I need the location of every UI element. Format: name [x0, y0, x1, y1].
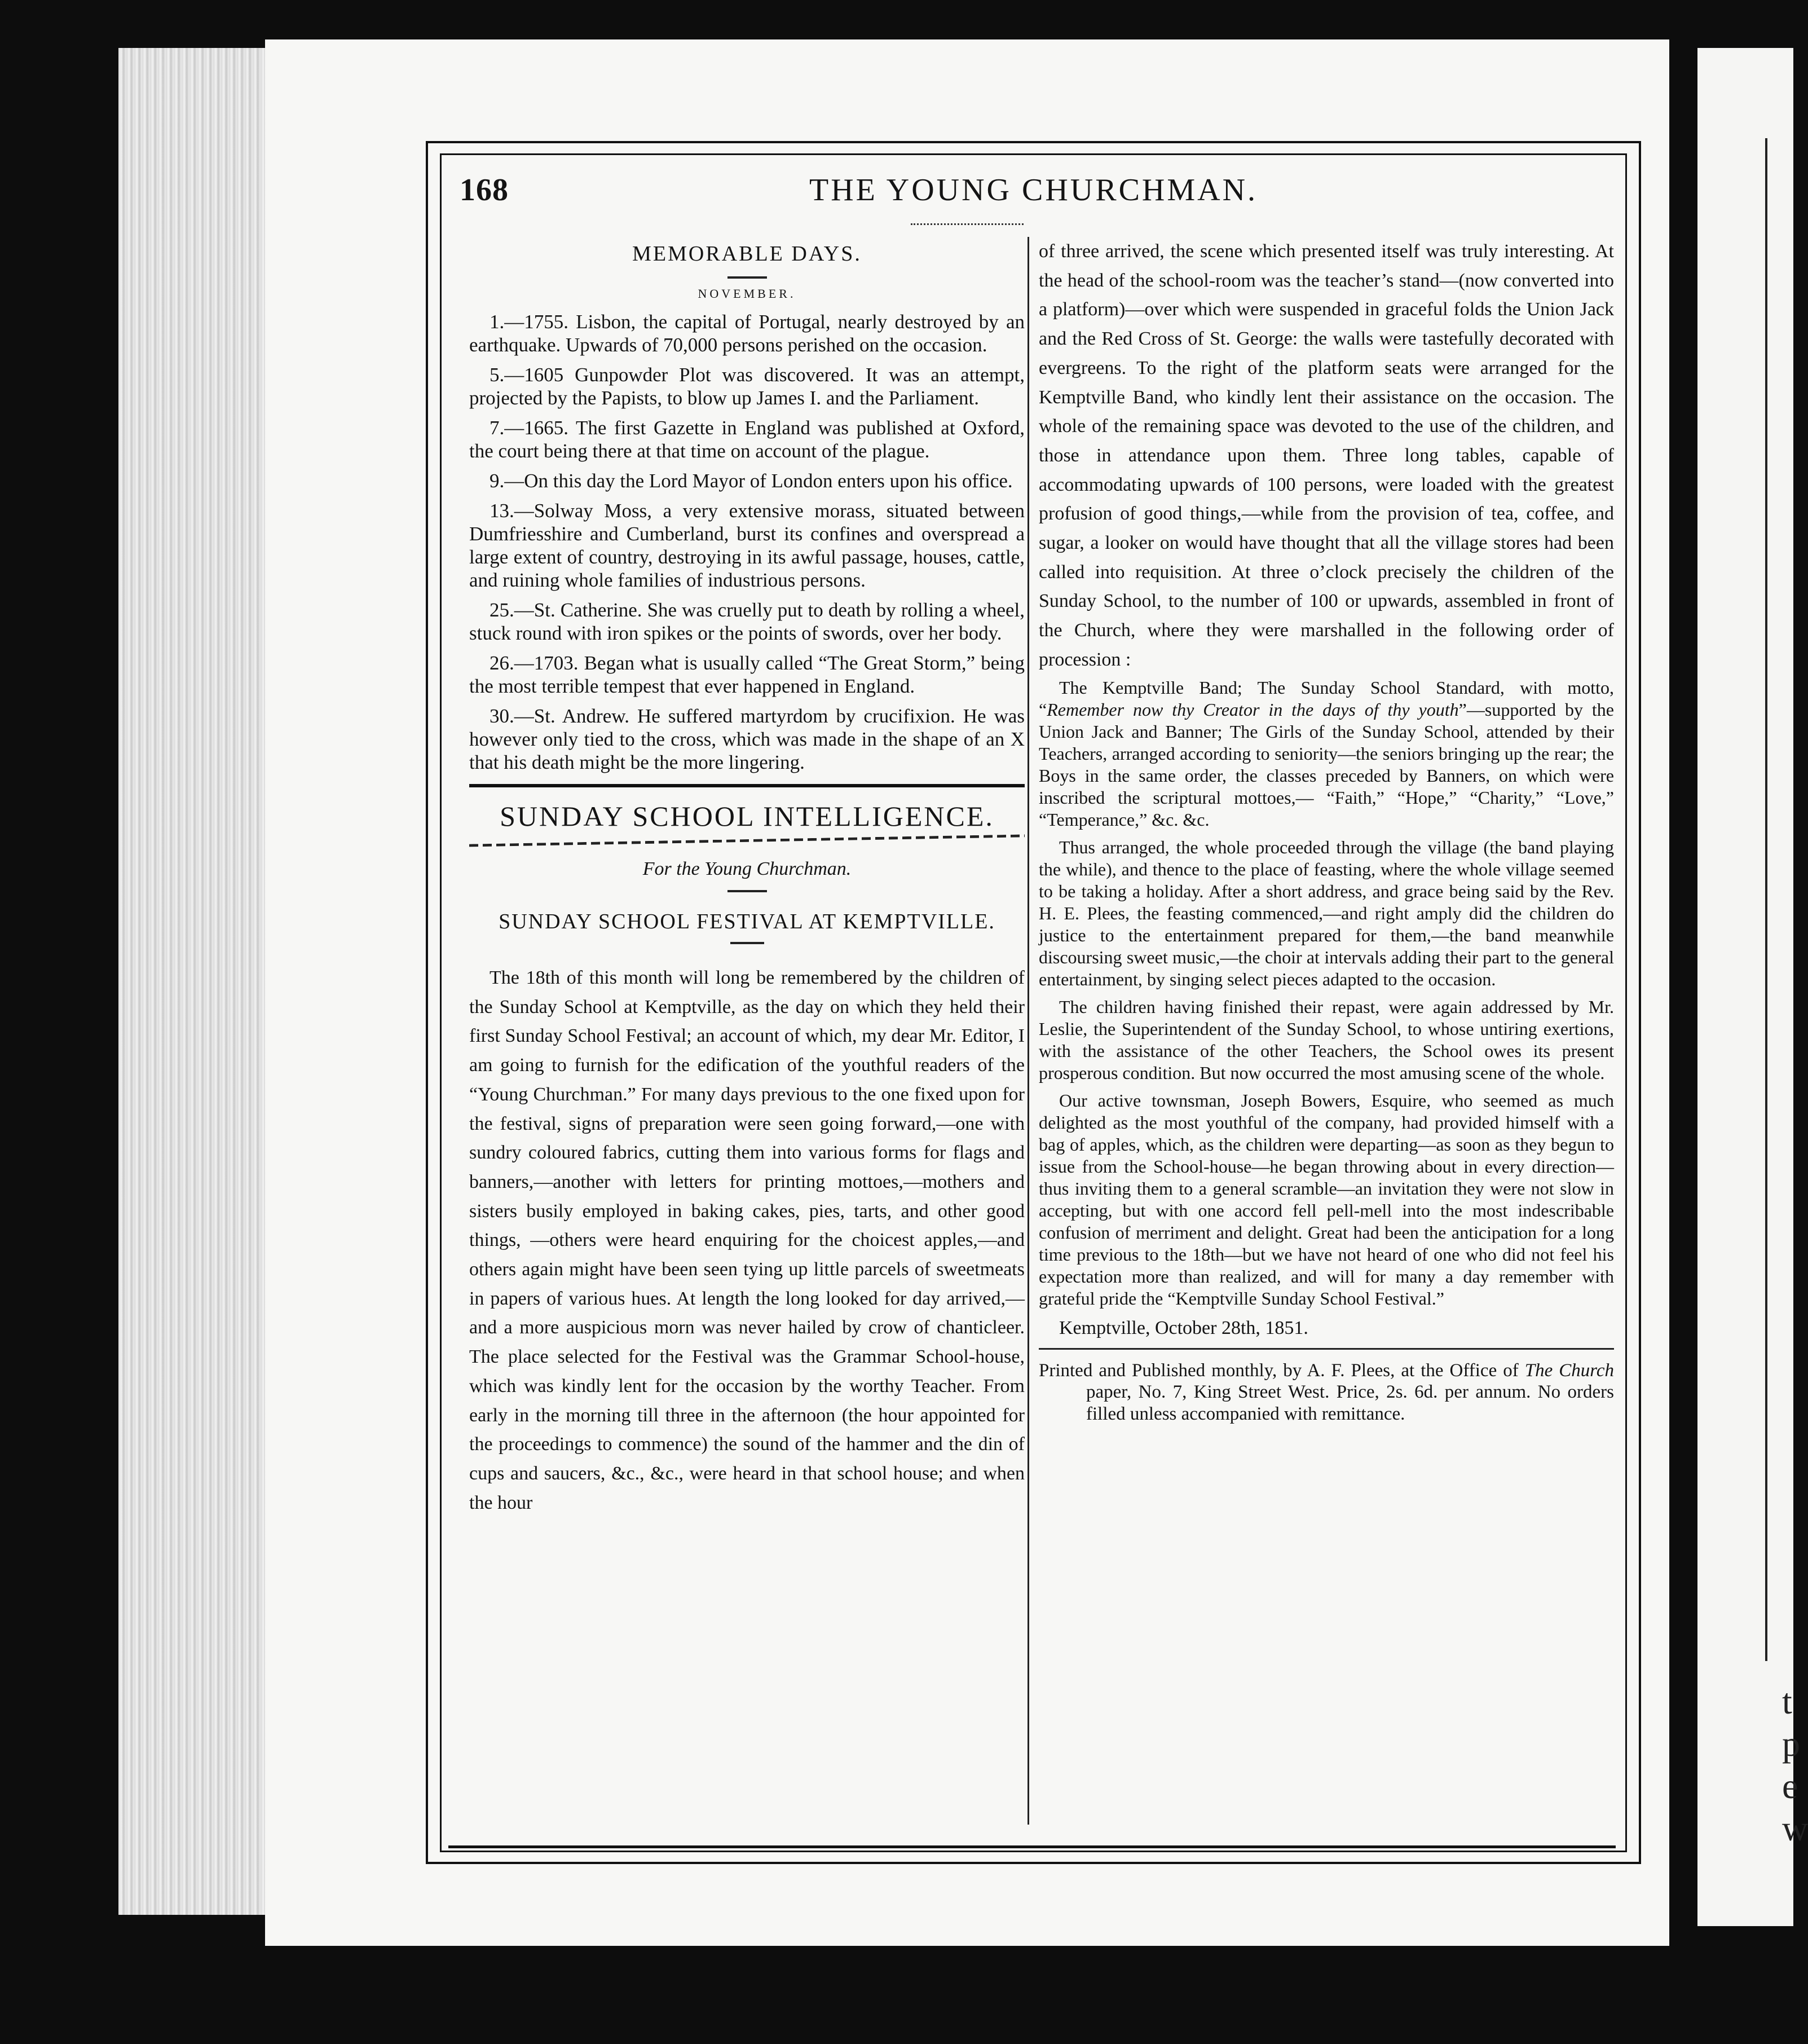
- day-entry: 25.—St. Catherine. She was cruelly put to death by rolling a wheel, stuck round with iron spikes or the points of swords, over her body.: [469, 599, 1025, 644]
- day-entry: 30.—St. Andrew. He suffered martyrdom by crucifixion. He was however only tied to the cross, which was made in the shape of an X that his death might be the more lingering.: [469, 705, 1025, 773]
- memorable-days-title: MEMORABLE DAYS.: [632, 242, 862, 266]
- day-entry: 7.—1665. The first Gazette in England was published at Oxford, the court being there at that time on account of the plague.: [469, 417, 1025, 462]
- byline: For the Young Churchman.: [642, 858, 852, 879]
- facing-page-frame-edge: [1765, 138, 1775, 1661]
- journal-title: THE YOUNG CHURCHMAN.: [809, 173, 1258, 208]
- short-rule: [730, 942, 764, 944]
- short-rule: [727, 890, 767, 892]
- imprint-paper-name: The Church: [1524, 1360, 1614, 1381]
- page-number: 168: [460, 173, 509, 208]
- wavy-ornament: [469, 834, 1025, 851]
- procession-paragraph: [1039, 677, 1614, 831]
- article-paragraph-continued: of three arrived, the scene which presented itself was truly interesting. At the head of the school-room was the teacher’s stand—(now converted into a platform)—over which were suspended in graceful folds the Union Jack and the Red Cross of St. George: the walls were tastefully decorated with evergreens. To the right of the platform seats were arranged for the Kemptville Band, who kindly lent their assistance on the occasion. The whole of the remaining space was devoted to the use of the children, and those in attendance upon them. Three long tables, capable of accommodating upwards of 100 persons, were loaded with the greatest profusion of good things,—while from the provision of tea, coffee, and sugar, a looker on would have thought that all the village stores had been called into requisition. At three o’clock precisely the children of the Sunday School, to the number of 100 or upwards, assembled in front of the Church, where they were marshalled in the following order of procession :: [1039, 241, 1614, 670]
- procession-motto: Remember now thy Creator in the days of thy youth: [1047, 699, 1459, 720]
- facing-page: [1697, 48, 1808, 1926]
- dateline: Kemptville, October 28th, 1851.: [1059, 1317, 1308, 1338]
- facing-page-fragment: w: [1782, 1808, 1808, 1848]
- bottom-rule: [448, 1845, 1616, 1848]
- day-entry: 1.—1755. Lisbon, the capital of Portugal, nearly destroyed by an earthquake. Upwards of 70,000 persons perished on the occasion.: [469, 311, 1025, 356]
- facing-page-fragment: t: [1782, 1681, 1792, 1721]
- procession-text: ”—supported by the Union Jack and Banner; The Girls of the Sunday School, attended by their Teachers, arranged according to seniority—the seniors bringing up the rear; the Boys in the same order, the classes preceded by Banners, on which were inscribed the scriptural mottoes,— “Faith,” “Hope,” “Charity,” “Love,” “Temperance,” &c. &c.: [1039, 699, 1615, 830]
- imprint-rule: [1039, 1348, 1614, 1350]
- day-entry: 5.—1605 Gunpowder Plot was discovered. It was an attempt, projected by the Papists, to blow up James I. and the Parliament.: [469, 364, 1025, 409]
- short-rule: [727, 276, 767, 279]
- imprint: [1039, 1360, 1614, 1425]
- head-ornament: [911, 223, 1024, 231]
- intelligence-title: SUNDAY SCHOOL INTELLIGENCE.: [500, 800, 994, 832]
- article-paragraph: The children having finished their repast, were again addressed by Mr. Leslie, the Superintendent of the Sunday School, to whose untiring exertions, with the assistance of the other Teachers, the School owes its present prosperous condition. But now occurred the most amusing scene of the whole.: [1039, 996, 1614, 1083]
- left-column: [469, 237, 1025, 1517]
- day-entry: 26.—1703. Began what is usually called “The Great Storm,” being the most terrible tempest that ever happened in England.: [469, 652, 1025, 697]
- running-head: [460, 172, 1604, 223]
- imprint-text: paper, No. 7, King Street West. Price, 2s. 6d. per annum. No orders filled unless accompanied with remittance.: [1086, 1382, 1614, 1424]
- imprint-text: Printed and Published monthly, by A. F. Plees, at the Office of: [1039, 1360, 1525, 1381]
- article-paragraph: The 18th of this month will long be remembered by the children of the Sunday School at Kemptville, as the day on which they held their first Sunday School Festival; an account of which, my dear Mr. Editor, I am going to furnish for the edification of the youthful readers of the “Young Churchman.” For many days previous to the one fixed upon for the festival, signs of preparation were seen going forward,—one with sundry coloured fabrics, cutting them into various forms for flags and banners,—another with letters for printing mottoes,—mothers and sisters busily employed in baking cakes, pies, tarts, and other good things, —others were heard enquiring for the choicest apples,—and others again might have been seen tying up little parcels of sweetmeats in papers of various hues. At length the long looked for day arrived,—and a more auspicious morn was never hailed by crow of chanticleer. The place selected for the Festival was the Grammar School-house, which was kindly lent for the occasion by the worthy Teacher. From early in the morning till three in the afternoon (the hour appointed for the proceedings to commence) the sound of the hammer and the din of cups and saucers, &c., &c., were heard in that school house; and when the hour: [469, 967, 1025, 1513]
- column-rule: [1028, 237, 1029, 1825]
- month-heading: NOVEMBER.: [698, 287, 796, 301]
- book-page-edges: [118, 48, 288, 1915]
- article-paragraph: Our active townsman, Joseph Bowers, Esquire, who seemed as much delighted as the most youthful of the company, had provided himself with a bag of apples, which, as the children were departing—as soon as they begun to issue from the School-house—he began throwing about in every direction—thus inviting them to a general scramble—an invitation they were not slow in accepting, but with one accord fell pell-mell into the most indescribable confusion of merriment and delight. Great had been the anticipation for a long time previous to the 18th—but we have not heard of one who did not feel his expectation more than realized, and will for many a day remember with grateful pride the “Kemptville Sunday School Festival.”: [1039, 1090, 1614, 1309]
- section-divider: [469, 784, 1025, 787]
- day-entry: 9.—On this day the Lord Mayor of London enters upon his office.: [490, 470, 1013, 492]
- right-column: [1039, 237, 1614, 1425]
- article-title: SUNDAY SCHOOL FESTIVAL AT KEMPTVILLE.: [499, 910, 995, 933]
- facing-page-fragment: e: [1782, 1766, 1798, 1806]
- facing-page-fragment: p: [1782, 1724, 1800, 1764]
- procession-text: The Kemptville Band; The Sunday School Standard, with motto, “: [1039, 677, 1614, 720]
- day-entry: 13.—Solway Moss, a very extensive morass, situated between Dumfriesshire and Cumberland, burst its confines and overspread a large extent of country, destroying in its awful passage, houses, cattle, and ruining whole families of industrious persons.: [469, 500, 1025, 591]
- article-paragraph: Thus arranged, the whole proceeded through the village (the band playing the while), and thence to the place of feasting, where the whole village seemed to be taking a holiday. After a short address, and grace being said by the Rev. H. E. Plees, the feasting commenced,—and right amply did the children do justice to the entertainment prepared for them,—the band meanwhile discoursing sweet music,—the choir at intervals adding their part to the general entertainment, by singing select pieces adapted to the occasion.: [1039, 836, 1614, 989]
